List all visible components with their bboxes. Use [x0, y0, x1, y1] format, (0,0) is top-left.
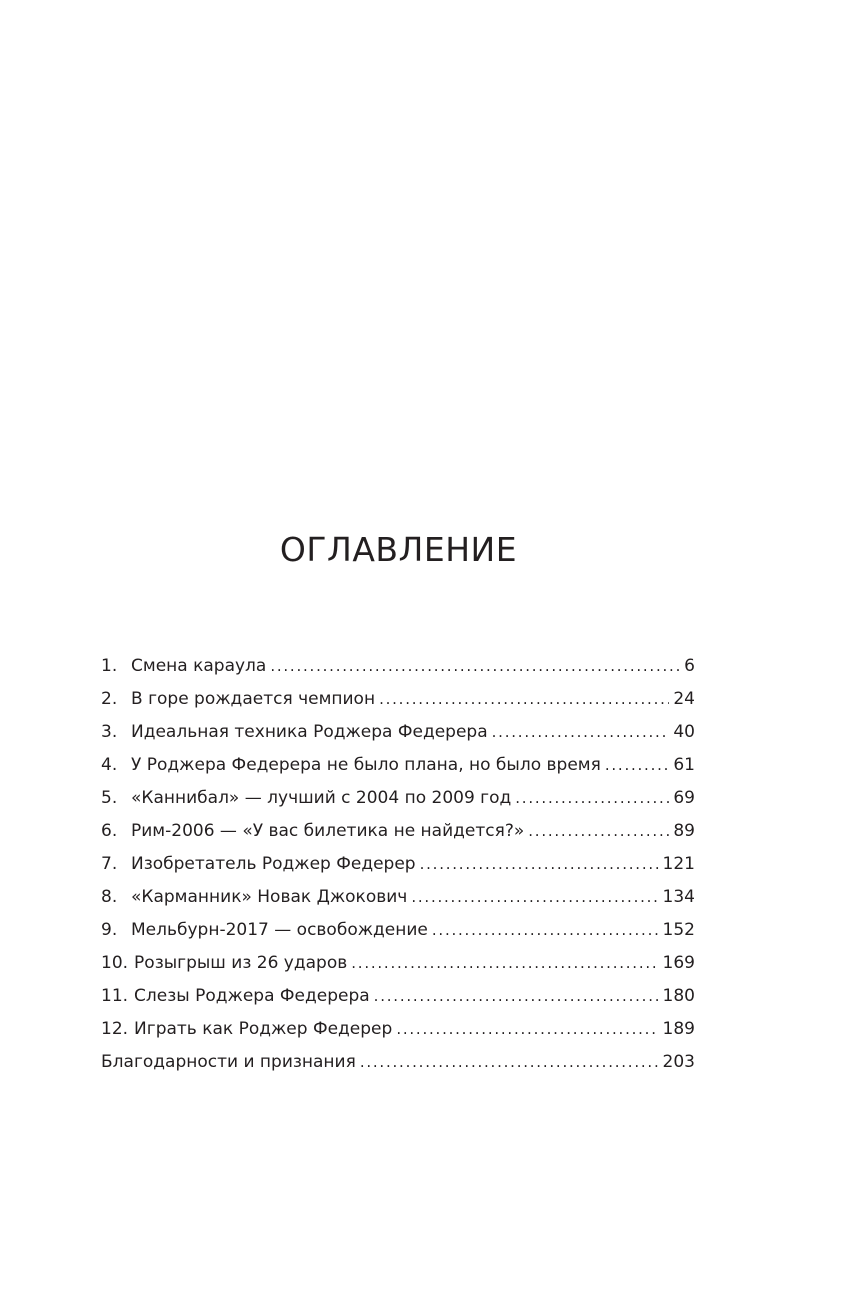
toc-entry-number: 11. — [101, 986, 129, 1006]
toc-entry-number: 5. — [101, 788, 118, 808]
toc-dot-leader — [270, 650, 680, 683]
toc-entry-page: 69 — [673, 788, 695, 808]
toc-dot-leader — [351, 947, 658, 980]
toc-entry-number: 12. — [101, 1019, 129, 1039]
toc-entry-number: 9. — [101, 920, 118, 940]
toc-entry-number: 1. — [101, 656, 118, 676]
toc-entry-page: 203 — [662, 1052, 695, 1072]
toc-entry-page: 121 — [662, 854, 695, 874]
page-title: ОГЛАВЛЕНИЕ — [279, 530, 518, 569]
toc-entry-title: Слезы Роджера Федерера — [134, 986, 370, 1006]
toc-entry-number: 8. — [101, 887, 118, 907]
toc-entry-title: Рим-2006 — «У вас билетика не найдется?» — [131, 821, 525, 841]
toc-entry-title: «Карманник» Новак Джокович — [131, 887, 408, 907]
toc-entry-title: Смена караула — [131, 656, 267, 676]
toc-entry-page: 152 — [662, 920, 695, 940]
toc-dot-leader — [492, 716, 670, 749]
toc-entry-page: 169 — [662, 953, 695, 973]
toc-entry-title: Розыгрыш из 26 ударов — [134, 953, 348, 973]
toc-entry[interactable] — [101, 815, 695, 848]
table-of-contents — [101, 650, 695, 1079]
toc-entry-page: 180 — [662, 986, 695, 1006]
toc-entry-title: Играть как Роджер Федерер — [134, 1019, 393, 1039]
toc-entry[interactable] — [101, 683, 695, 716]
toc-entry-page: 24 — [673, 689, 695, 709]
toc-dot-leader — [420, 848, 659, 881]
toc-entry-title: Изобретатель Роджер Федерер — [131, 854, 416, 874]
toc-entry[interactable] — [101, 749, 695, 782]
toc-dot-leader — [374, 980, 659, 1013]
toc-dot-leader — [396, 1013, 658, 1046]
toc-dot-leader — [379, 683, 669, 716]
toc-entry-number: 7. — [101, 854, 118, 874]
toc-entry[interactable] — [101, 914, 695, 947]
toc-entry-number: 6. — [101, 821, 118, 841]
toc-dot-leader — [411, 881, 658, 914]
toc-entry-title: В горе рождается чемпион — [131, 689, 376, 709]
toc-entry-page: 134 — [662, 887, 695, 907]
toc-entry[interactable] — [101, 782, 695, 815]
toc-entry-title: «Каннибал» — лучший с 2004 по 2009 год — [131, 788, 512, 808]
toc-entry-page: 61 — [673, 755, 695, 775]
toc-entry-title: Мельбурн-2017 — освобождение — [131, 920, 428, 940]
toc-dot-leader — [432, 914, 659, 947]
toc-entry-page: 189 — [662, 1019, 695, 1039]
toc-dot-leader — [360, 1046, 659, 1079]
toc-entry-number: 3. — [101, 722, 118, 742]
toc-entry[interactable] — [101, 947, 695, 980]
toc-entry-title: Благодарности и признания — [101, 1052, 356, 1072]
toc-dot-leader — [515, 782, 669, 815]
toc-entry[interactable] — [101, 848, 695, 881]
toc-dot-leader — [605, 749, 670, 782]
toc-entry-number: 4. — [101, 755, 118, 775]
toc-entry[interactable] — [101, 1013, 695, 1046]
toc-entry-page: 89 — [673, 821, 695, 841]
toc-entry-acknowledgements[interactable] — [101, 1046, 695, 1079]
toc-dot-leader — [528, 815, 669, 848]
toc-entry[interactable] — [101, 980, 695, 1013]
toc-entry-title: Идеальная техника Роджера Федерера — [131, 722, 488, 742]
toc-entry-page: 40 — [673, 722, 695, 742]
toc-entry[interactable] — [101, 716, 695, 749]
toc-entry-page: 6 — [684, 656, 695, 676]
toc-entry-number: 2. — [101, 689, 118, 709]
toc-entry-number: 10. — [101, 953, 129, 973]
toc-entry[interactable] — [101, 881, 695, 914]
toc-entry-title: У Роджера Федерера не было плана, но было время — [131, 755, 601, 775]
toc-entry[interactable] — [101, 650, 695, 683]
